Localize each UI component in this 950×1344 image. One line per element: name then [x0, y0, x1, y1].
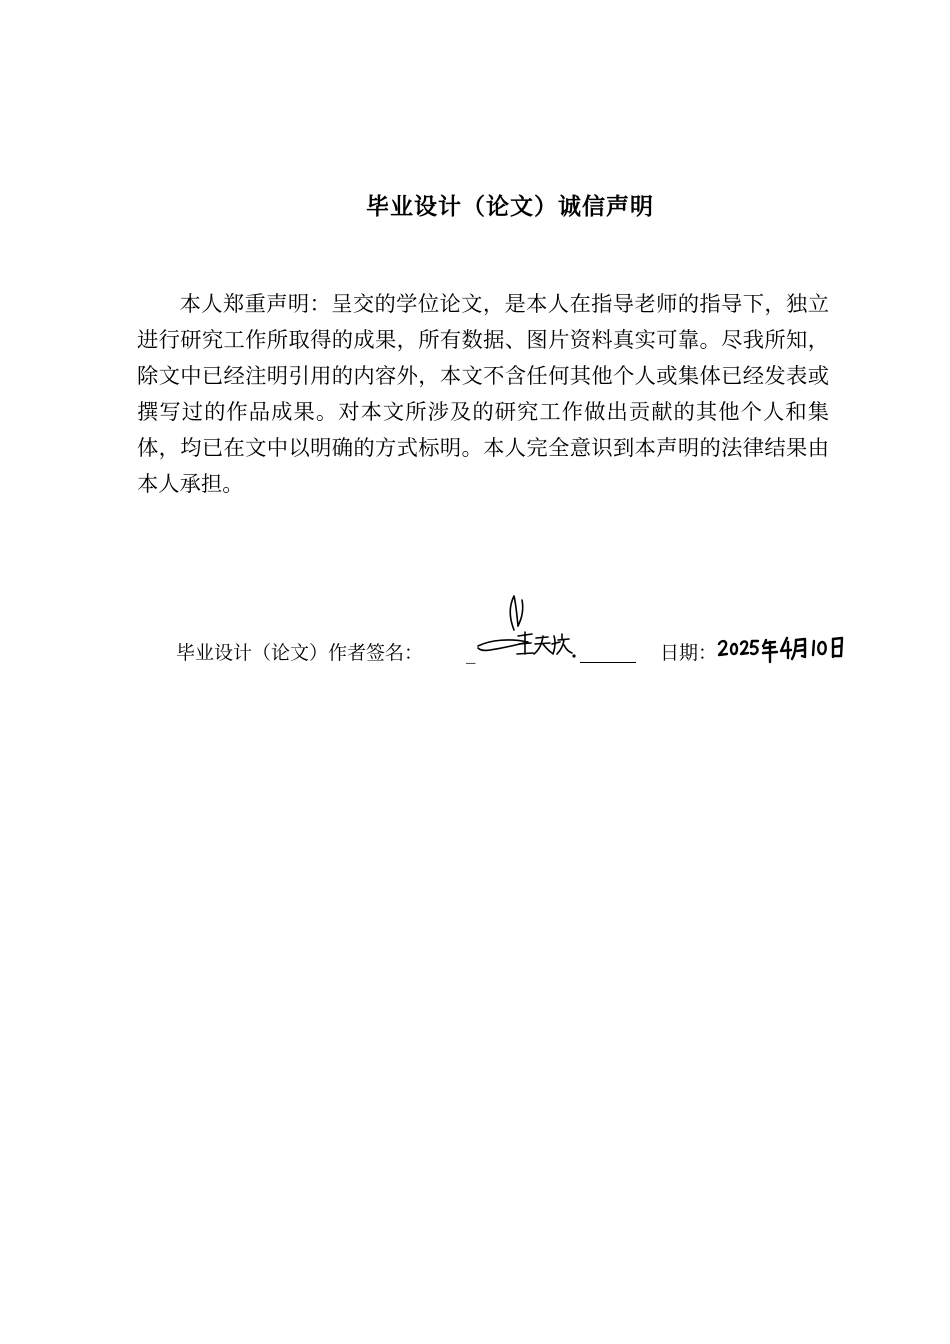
- signature-underline: [580, 662, 636, 663]
- author-signature-label: 毕业设计（论文）作者签名：: [176, 642, 424, 664]
- handwritten-date: [717, 632, 845, 664]
- page-title: 毕业设计（论文）诚信声明: [366, 194, 654, 220]
- date-label: 日期：: [660, 642, 718, 664]
- signature-blank-prefix: _: [466, 642, 476, 664]
- statement-paragraph: 本人郑重声明：呈交的学位论文，是本人在指导老师的指导下，独立进行研究工作所取得的成果，所有数据、图片资料真实可靠。尽我所知，除文中已经注明引用的内容外，本文不含任何其他个人或集体已经发表或撰写过的作品成果。对本文所涉及的研究工作做出贡献的其他个人和集体，均已在文中以明确的方式标明。本人完全意识到本声明的法律结果由本人承担。: [137, 292, 829, 497]
- handwritten-signature: [470, 590, 582, 670]
